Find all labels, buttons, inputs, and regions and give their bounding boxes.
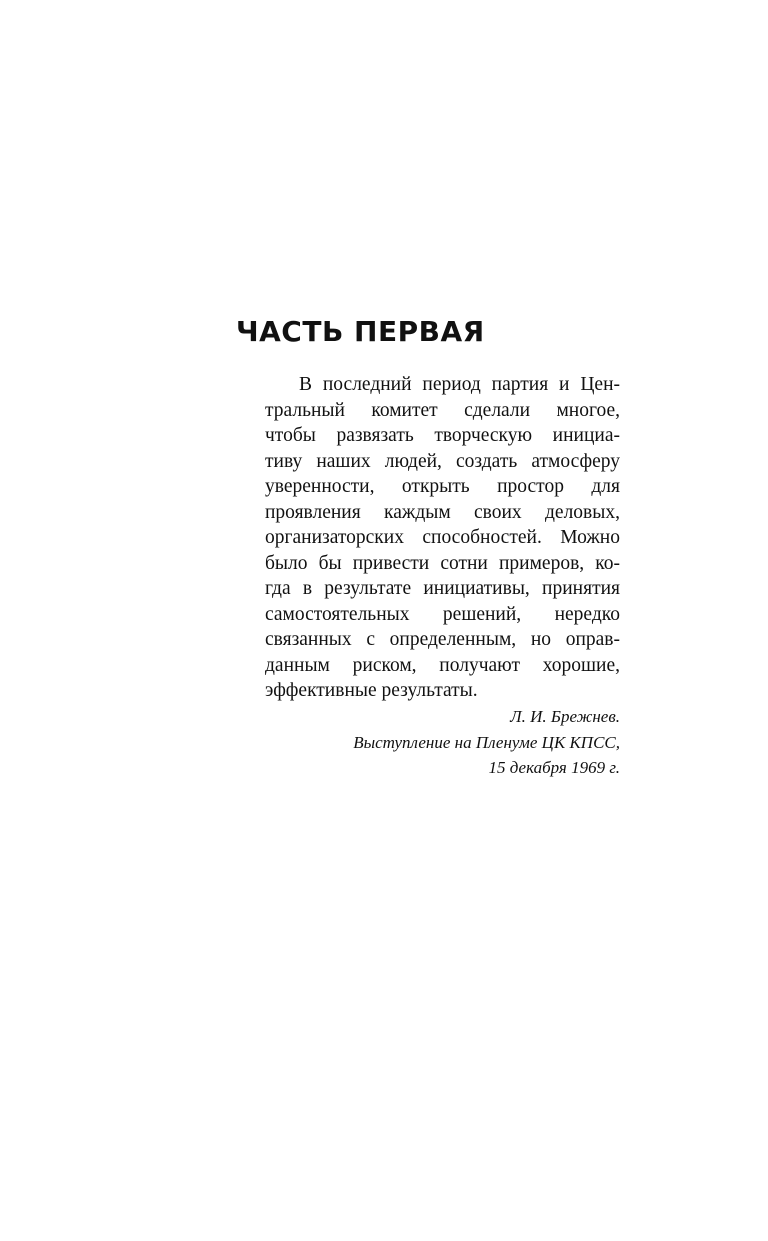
epigraph-line: уверенности, открыть простор для [265,476,620,497]
epigraph-line: тиву наших людей, создать атмосферу [265,450,620,472]
epigraph-line: данным риском, получают хорошие, [265,654,620,676]
epigraph-line: гда в результате инициативы, принятия [265,578,620,599]
epigraph-line: эффективные результаты. [265,680,478,701]
epigraph-line: проявления каждым своих деловых, [265,501,620,523]
epigraph-line: было бы привести сотни примеров, ко- [265,552,620,574]
attribution-author: Л. И. Брежнев. [510,707,620,726]
epigraph-line: самостоятельных решений, нередко [265,603,620,625]
attribution-date: 15 декабря 1969 г. [488,758,620,777]
epigraph-line: связанных с определенным, но оправ- [265,629,620,650]
epigraph-line: организаторских способностей. Можно [265,527,620,548]
epigraph-attribution [265,704,620,781]
epigraph-text [265,372,620,704]
epigraph-line: В последний период партия и Цен- [299,374,620,395]
epigraph-line: тральный комитет сделали многое, [265,399,620,421]
epigraph-line: чтобы развязать творческую инициа- [265,425,620,446]
attribution-source: Выступление на Пленуме ЦК КПСС, [353,732,620,752]
part-title: ЧАСТЬ ПЕРВАЯ [236,315,485,348]
